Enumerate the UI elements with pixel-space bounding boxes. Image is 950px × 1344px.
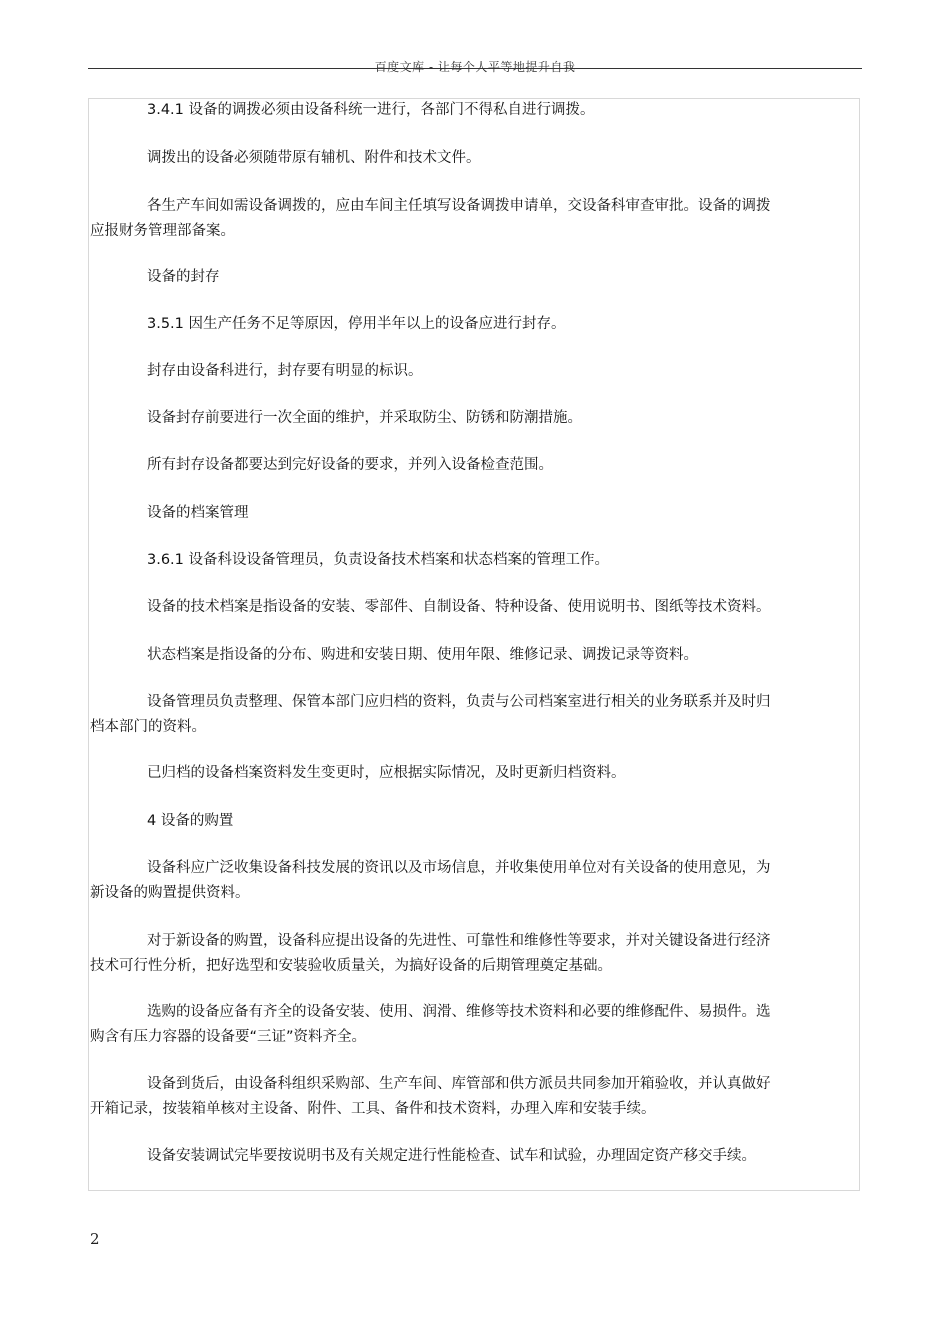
paragraph-sealing-requirements: 所有封存设备都要达到完好设备的要求，并列入设备检查范围。 (147, 457, 553, 473)
paragraph-line: 各生产车间如需设备调拨的，应由车间主任填写设备调拨申请单，交设备科审查审批。设备的调拨 (147, 198, 771, 214)
paragraph-line: 档本部门的资料。 (90, 719, 206, 735)
paragraph-technical-archive: 设备的技术档案是指设备的安装、零部件、自制设备、特种设备、使用说明书、图纸等技术资料。 (147, 599, 771, 615)
page-header: 百度文库 - 让每个人平等地提升自我 (374, 60, 576, 74)
heading-equipment-sealing: 设备的封存 (147, 269, 220, 285)
paragraph-line: 购含有压力容器的设备要“三证”资料齐全。 (90, 1029, 367, 1045)
paragraph-acceptance-inspection (90, 1072, 870, 1122)
paragraph-line: 对于新设备的购置，设备科应提出设备的先进性、可靠性和维修性等要求，并对关键设备进行经济 (147, 933, 771, 949)
paragraph-market-information (90, 856, 870, 906)
paragraph-status-archive: 状态档案是指设备的分布、购进和安装日期、使用年限、维修记录、调拨记录等资料。 (147, 647, 698, 663)
paragraph-line: 设备科应广泛收集设备科技发展的资讯以及市场信息，并收集使用单位对有关设备的使用意见，为 (147, 860, 771, 876)
paragraph-transfer-application (90, 194, 870, 244)
paragraph-line: 开箱记录，按装箱单核对主设备、附件、工具、备件和技术资料，办理入库和安装手续。 (90, 1101, 656, 1117)
paragraph-documentation-spares (90, 1000, 870, 1050)
paragraph-installation-commissioning: 设备安装调试完毕要按说明书及有关规定进行性能检查、试车和试验，办理固定资产移交手续。 (147, 1148, 756, 1164)
paragraph-sealing-marking: 封存由设备科进行，封存要有明显的标识。 (147, 363, 423, 379)
paragraph-line: 设备到货后，由设备科组织采购部、生产车间、库管部和供方派员共同参加开箱验收，并认真做好 (147, 1076, 771, 1092)
paragraph-archive-update: 已归档的设备档案资料发生变更时，应根据实际情况，及时更新归档资料。 (147, 765, 626, 781)
paragraph-sealing-maintenance: 设备封存前要进行一次全面的维护，并采取防尘、防锈和防潮措施。 (147, 410, 582, 426)
paragraph-3-6-1: 3.6.1 设备科设设备管理员，负责设备技术档案和状态档案的管理工作。 (147, 552, 610, 568)
paragraph-line: 应报财务管理部备案。 (90, 223, 235, 239)
paragraph-3-4-1: 3.4.1 设备的调拨必须由设备科统一进行，各部门不得私自进行调拨。 (147, 102, 595, 118)
paragraph-line: 新设备的购置提供资料。 (90, 885, 250, 901)
paragraph-transfer-accessories: 调拨出的设备必须随带原有辅机、附件和技术文件。 (147, 150, 481, 166)
heading-equipment-purchase: 4 设备的购置 (147, 813, 234, 829)
header-divider (88, 68, 862, 69)
page-number: 2 (90, 1230, 100, 1248)
paragraph-archive-administrator (90, 690, 870, 740)
paragraph-purchase-requirements (90, 929, 870, 979)
paragraph-line: 选购的设备应备有齐全的设备安装、使用、润滑、维修等技术资料和必要的维修配件、易损件。选 (147, 1004, 771, 1020)
paragraph-3-5-1: 3.5.1 因生产任务不足等原因，停用半年以上的设备应进行封存。 (147, 316, 566, 332)
paragraph-line: 技术可行性分析，把好选型和安装验收质量关，为搞好设备的后期管理奠定基础。 (90, 958, 612, 974)
heading-archive-management: 设备的档案管理 (147, 505, 249, 521)
paragraph-line: 设备管理员负责整理、保管本部门应归档的资料，负责与公司档案室进行相关的业务联系并及时归 (147, 694, 771, 710)
